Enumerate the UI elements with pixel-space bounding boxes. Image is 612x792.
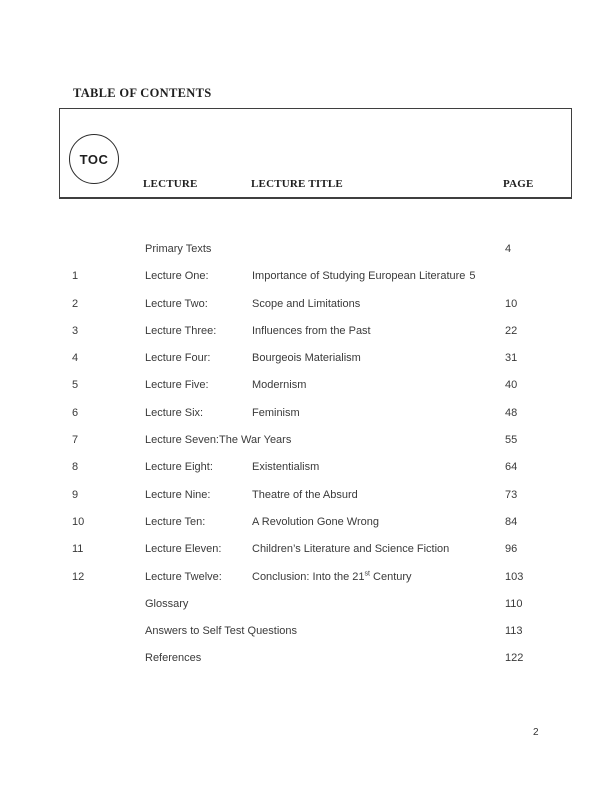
page-ref: 84 (505, 515, 518, 528)
toc-row (60, 298, 580, 325)
lecture-number: 6 (72, 406, 79, 419)
page-ref: 103 (505, 570, 524, 583)
column-header-lecture-title: LECTURE TITLE (251, 178, 343, 190)
lecture-label: Lecture Four: (145, 352, 211, 365)
lecture-title: Influences from the Past (252, 324, 371, 337)
lecture-number: 3 (72, 324, 79, 337)
toc-row (60, 352, 580, 379)
page-ref: 4 (505, 243, 512, 255)
toc-row (60, 571, 580, 598)
column-header-lecture: LECTURE (143, 178, 198, 190)
lecture-number: 10 (72, 515, 85, 528)
toc-row (60, 270, 580, 297)
lecture-label: Lecture Six: (145, 406, 204, 419)
page-number: 2 (533, 727, 539, 738)
lecture-label: Lecture Eight: (145, 461, 213, 474)
lecture-label: Lecture Eleven: (145, 543, 222, 556)
lecture-number: 4 (72, 352, 79, 365)
toc-row (60, 625, 580, 652)
lecture-title: A Revolution Gone Wrong (252, 515, 379, 528)
toc-row (60, 379, 580, 406)
lecture-title: Scope and Limitations (252, 297, 361, 310)
page-title: TABLE OF CONTENTS (73, 86, 212, 100)
page-ref: 55 (505, 434, 518, 447)
page-ref: 122 (505, 652, 524, 665)
lecture-label: Lecture Ten: (145, 515, 206, 528)
lecture-title: Feminism (252, 406, 300, 419)
page-ref: 64 (505, 461, 518, 474)
toc-logo (69, 134, 119, 184)
page-ref: 113 (505, 625, 523, 638)
lecture-title: Theatre of the Absurd (252, 488, 358, 501)
toc-header-box (59, 108, 572, 199)
lecture-number: 11 (72, 543, 84, 556)
lecture-label: Lecture Three: (145, 324, 217, 337)
lecture-number: 7 (72, 434, 79, 447)
toc-logo-text: TOC (79, 151, 109, 167)
lecture-number: 12 (72, 570, 85, 583)
page-ref: 5 (469, 270, 476, 283)
page-ref: 96 (505, 543, 518, 556)
lecture-number: 5 (72, 379, 79, 392)
page-ref: 31 (505, 352, 518, 365)
page-ref: 22 (505, 324, 518, 337)
lecture-title: Importance of Studying European Literature 5 (252, 270, 476, 283)
lecture-label: Answers to Self Test Questions (145, 625, 298, 638)
toc-row (60, 434, 580, 461)
toc-entries (60, 243, 580, 680)
column-header-page: PAGE (503, 178, 534, 190)
toc-row (60, 516, 580, 543)
lecture-label: Lecture Nine: (145, 488, 211, 501)
page-ref: 48 (505, 406, 518, 419)
lecture-label: Lecture Twelve: (145, 570, 222, 583)
lecture-number: 1 (72, 270, 79, 283)
page-ref: 110 (505, 597, 523, 610)
lecture-label: Primary Texts (145, 243, 212, 255)
lecture-label: Lecture Seven:The War Years (145, 434, 292, 447)
superscript-ordinal: st (364, 569, 370, 577)
toc-row (60, 461, 580, 488)
lecture-title: Children’s Literature and Science Fiction (252, 543, 450, 556)
page-ref: 40 (505, 379, 518, 392)
lecture-number: 9 (72, 488, 79, 501)
lecture-title: Modernism (252, 379, 307, 392)
lecture-title: Bourgeois Materialism (252, 352, 361, 365)
lecture-number: 8 (72, 461, 79, 474)
page-ref: 10 (505, 297, 518, 310)
lecture-label: References (145, 652, 202, 665)
lecture-label: Glossary (145, 597, 189, 610)
toc-row (60, 243, 580, 270)
lecture-label: Lecture One: (145, 270, 209, 283)
toc-row (60, 407, 580, 434)
toc-row (60, 489, 580, 516)
lecture-title: Existentialism (252, 461, 320, 474)
toc-row (60, 652, 580, 679)
lecture-title: Conclusion: Into the 21st Century (252, 569, 412, 583)
lecture-number: 2 (72, 297, 79, 310)
toc-row (60, 598, 580, 625)
lecture-label: Lecture Two: (145, 297, 208, 310)
page-ref: 73 (505, 488, 518, 501)
toc-row (60, 325, 580, 352)
toc-row (60, 543, 580, 570)
lecture-label: Lecture Five: (145, 379, 209, 392)
